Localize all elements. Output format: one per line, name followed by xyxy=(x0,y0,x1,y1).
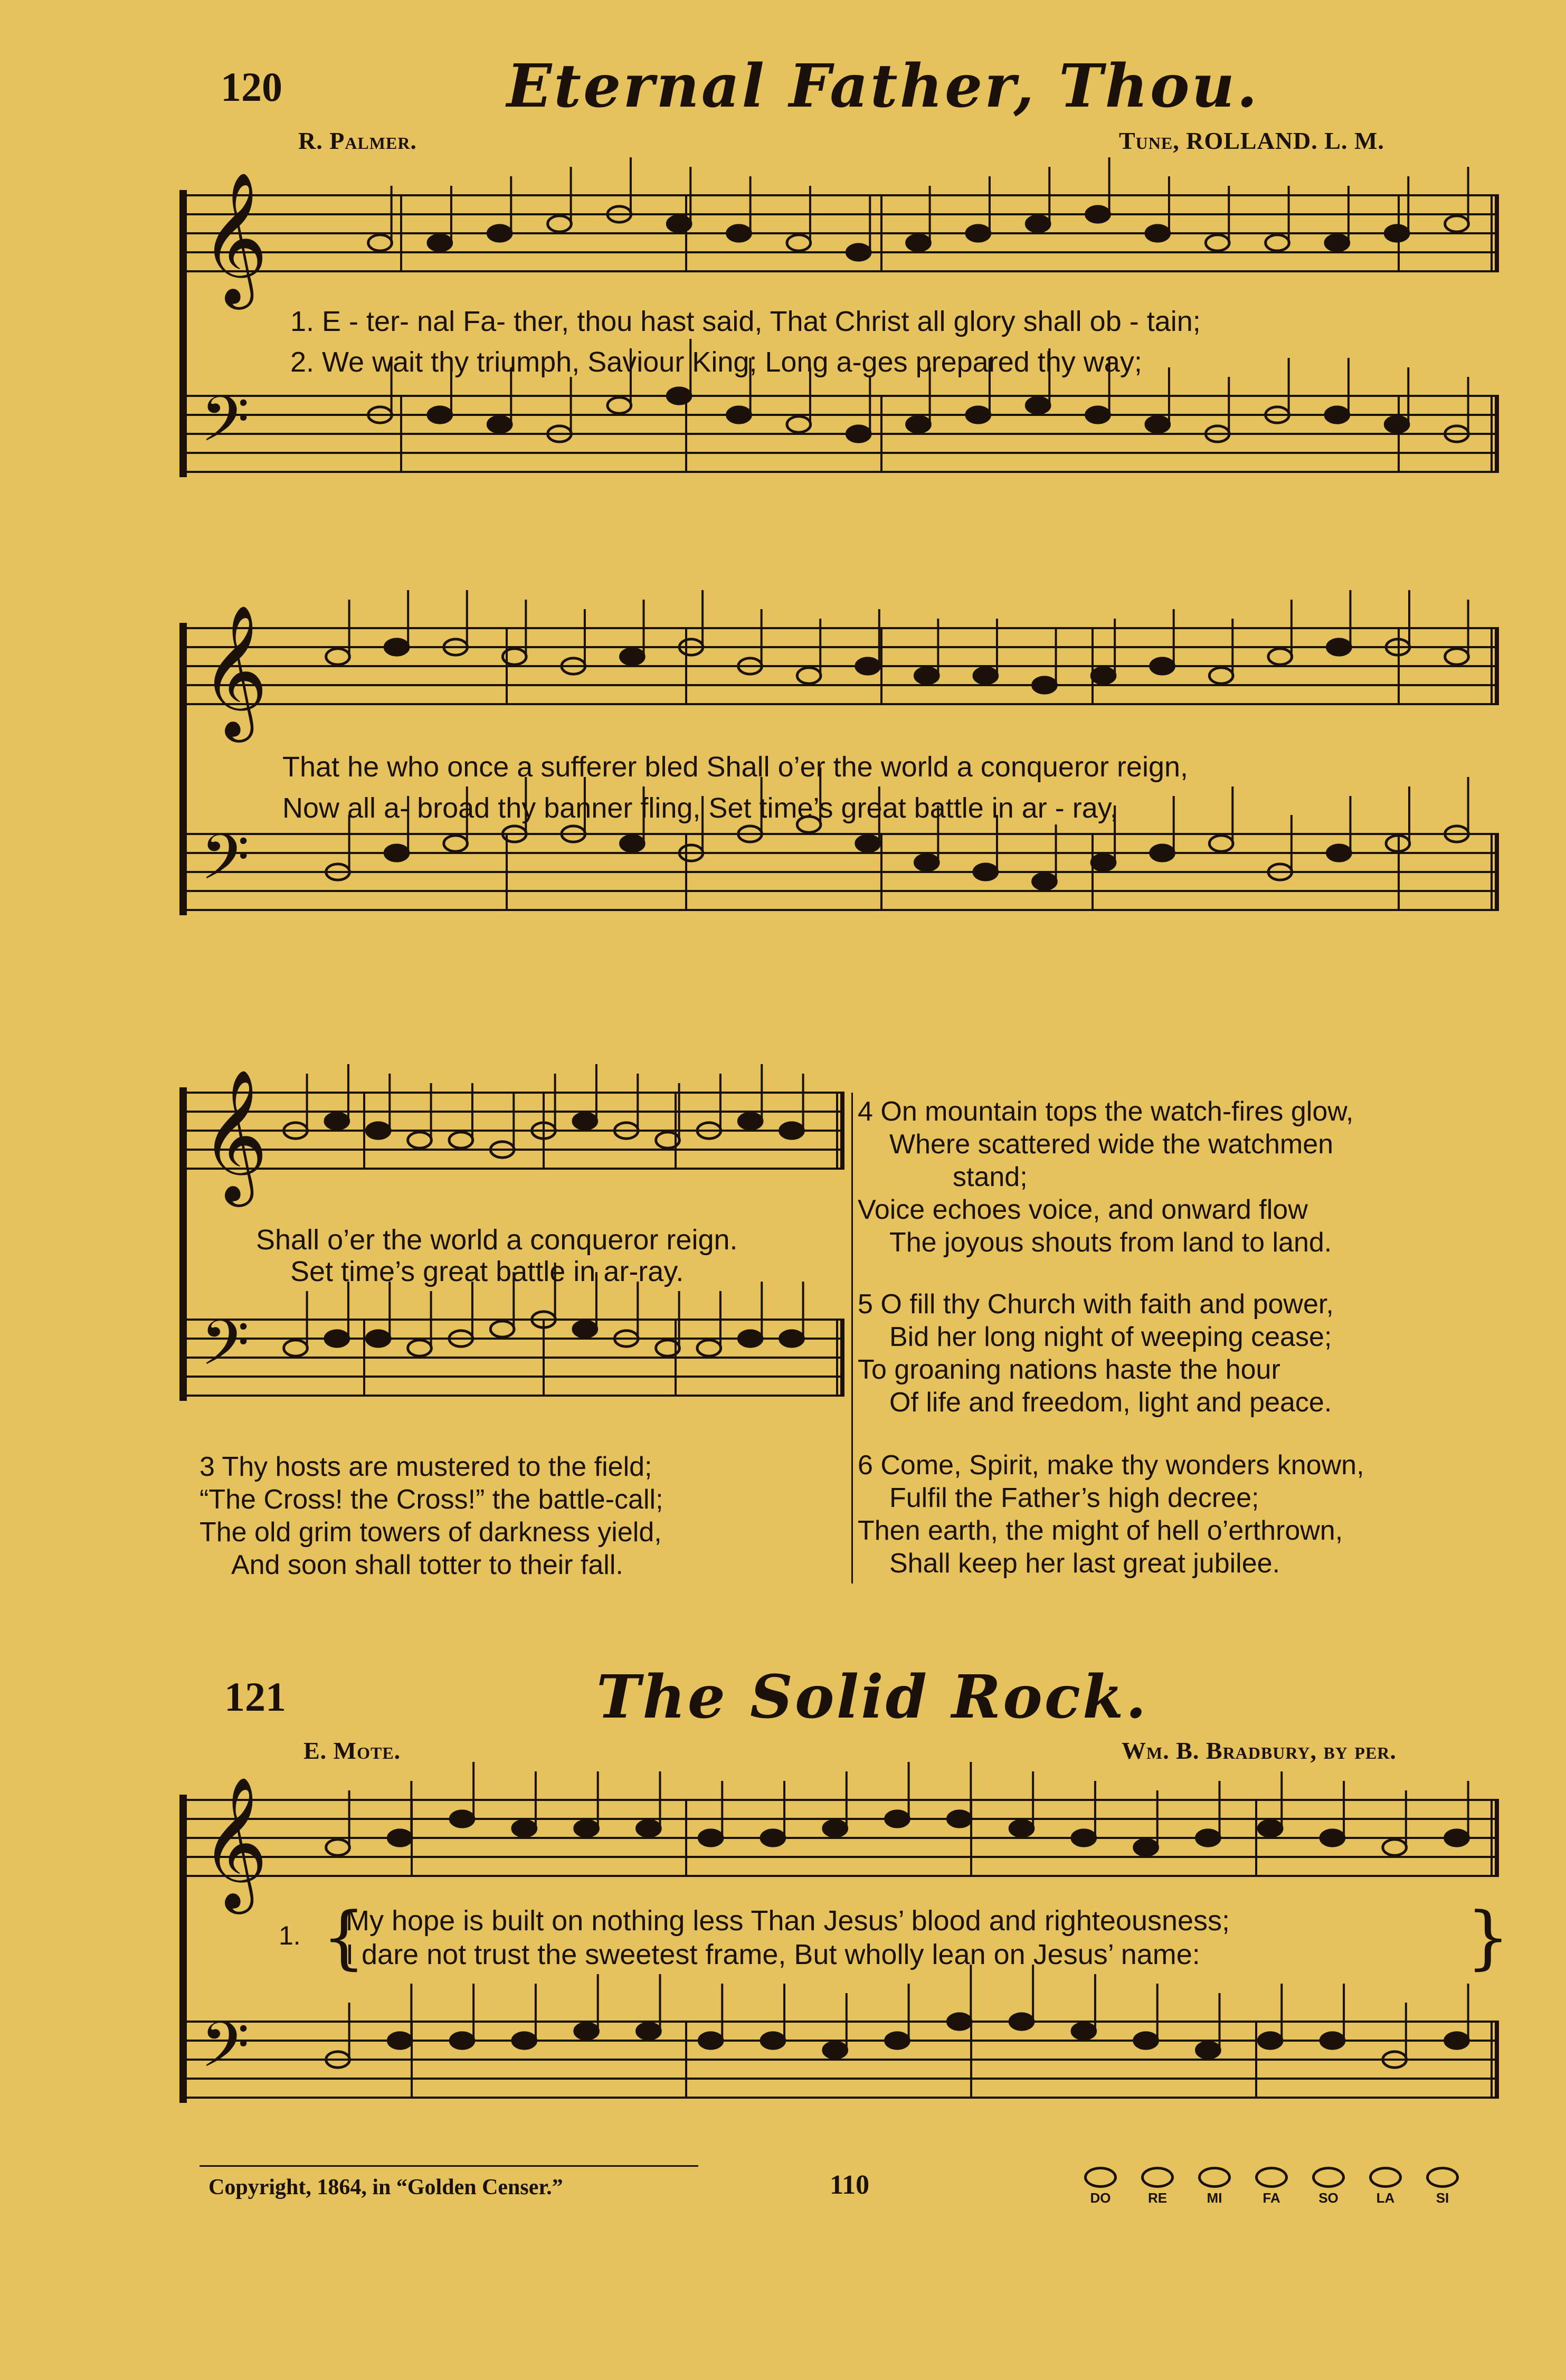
solfege-note xyxy=(1307,2167,1350,2206)
note-head xyxy=(761,1830,785,1846)
note-head xyxy=(1258,1820,1282,1836)
solfege-note xyxy=(1193,2167,1236,2206)
note-head xyxy=(780,1331,804,1347)
stanza-line: Where scattered wide the watchmen xyxy=(889,1129,1334,1160)
system-bracket xyxy=(179,1795,187,2103)
note-head xyxy=(787,416,811,432)
final-bar xyxy=(840,1320,844,1396)
note-head xyxy=(1010,2014,1033,2030)
treble-clef-icon: 𝄞 xyxy=(201,171,268,304)
note-head xyxy=(325,1331,349,1347)
note-head xyxy=(1146,416,1170,432)
note-head xyxy=(325,1113,349,1129)
note-head xyxy=(1321,2033,1344,2049)
final-bar xyxy=(1495,1800,1499,1876)
solfege-note xyxy=(1250,2167,1293,2206)
note-head xyxy=(366,1123,390,1139)
note-head xyxy=(856,658,880,674)
note-head xyxy=(450,1811,474,1827)
note-head xyxy=(1325,407,1349,423)
note-head xyxy=(1206,235,1229,251)
solfege-note xyxy=(1364,2167,1407,2206)
verse-number: 1. xyxy=(279,1921,301,1950)
note-head xyxy=(780,1123,804,1139)
system-bracket xyxy=(179,623,187,915)
note-head xyxy=(488,225,511,241)
lyric-line: Now all a- broad thy banner fling, Set time’s great battle in ar - ray, xyxy=(282,792,1118,824)
note-head xyxy=(1033,677,1057,693)
note-head xyxy=(1445,2033,1469,2049)
left-brace: { xyxy=(322,1897,366,1977)
note-head xyxy=(847,426,870,442)
note-head xyxy=(699,2033,723,2049)
note-head xyxy=(1325,235,1349,251)
note-head xyxy=(907,416,931,432)
note-head xyxy=(1026,216,1050,232)
note-head xyxy=(388,2033,412,2049)
note-head xyxy=(823,2042,847,2058)
footer-rule xyxy=(200,2165,698,2167)
note-head xyxy=(1327,639,1351,655)
note-head xyxy=(907,235,931,251)
stanza-line: 6 Come, Spirit, make thy wonders known, xyxy=(858,1450,1364,1481)
stanza-line: 3 Thy hosts are mustered to the field; xyxy=(200,1452,652,1482)
note-head xyxy=(1151,658,1174,674)
author-credit: E. Mote. xyxy=(303,1737,401,1764)
tune-credit: Tune, ROLLAND. L. M. xyxy=(1119,127,1384,154)
lyric-line: Set time’s great battle in ar-ray. xyxy=(290,1256,684,1287)
note-head xyxy=(1092,668,1115,684)
note-head xyxy=(847,244,870,260)
note-head xyxy=(1010,1820,1033,1836)
note-head xyxy=(1445,216,1469,232)
note-head xyxy=(1385,225,1409,241)
final-bar xyxy=(1495,195,1499,271)
note-head xyxy=(1258,2033,1282,2049)
shape-note-icon xyxy=(1141,2167,1174,2188)
note-head xyxy=(1445,649,1469,665)
stanza-4 xyxy=(858,1095,1353,1259)
note-head xyxy=(727,407,751,423)
solfege-label: SO xyxy=(1318,2190,1339,2206)
note-head xyxy=(761,2033,785,2049)
page-number: 110 xyxy=(830,2170,870,2200)
note-head xyxy=(637,1820,661,1836)
stanza-line: Of life and freedom, light and peace. xyxy=(889,1387,1332,1418)
note-head xyxy=(450,2033,474,2049)
note-head xyxy=(823,1820,847,1836)
stanza-line: The joyous shouts from land to land. xyxy=(889,1227,1332,1258)
stanza-line: Then earth, the might of hell o’erthrown, xyxy=(858,1515,1343,1546)
note-head xyxy=(667,216,691,232)
stanza-line: Fulfil the Father’s high decree; xyxy=(889,1483,1259,1513)
stanza-line: “The Cross! the Cross!” the battle-call; xyxy=(200,1484,663,1515)
final-bar xyxy=(840,1093,844,1169)
note-head xyxy=(966,407,990,423)
note-head xyxy=(408,1132,432,1148)
note-head xyxy=(738,1113,762,1129)
note-head xyxy=(428,407,452,423)
stanza-line: The old grim towers of darkness yield, xyxy=(200,1517,662,1548)
shape-note-icon xyxy=(1426,2167,1459,2188)
treble-clef-icon: 𝄞 xyxy=(201,604,268,736)
note-head xyxy=(366,1331,390,1347)
note-head xyxy=(575,2023,599,2039)
note-head xyxy=(966,225,990,241)
note-head xyxy=(1209,668,1233,684)
solfege-label: SI xyxy=(1436,2190,1449,2206)
note-head xyxy=(1266,235,1289,251)
note-head xyxy=(1383,1839,1407,1855)
shape-note-icon xyxy=(1369,2167,1402,2188)
note-head xyxy=(1197,2042,1220,2058)
composer-credit: Wm. B. Bradbury, by per. xyxy=(1122,1737,1397,1764)
note-head xyxy=(1321,1830,1344,1846)
shape-note-icon xyxy=(1312,2167,1345,2188)
note-head xyxy=(947,1811,971,1827)
lyric-line: 1. E - ter- nal Fa- ther, thou hast said, That Christ all glory shall ob - tain; xyxy=(290,306,1201,337)
bass-clef-icon: 𝄢 xyxy=(201,1306,250,1395)
note-head xyxy=(947,2014,971,2030)
note-head xyxy=(1197,1830,1220,1846)
hymn-number: 120 xyxy=(221,64,282,110)
solfege-label: RE xyxy=(1147,2190,1168,2206)
note-head xyxy=(915,668,938,684)
lyric-line: That he who once a sufferer bled Shall o’er the world a conqueror reign, xyxy=(282,751,1189,783)
note-head xyxy=(385,845,409,861)
note-head xyxy=(886,1811,909,1827)
note-head xyxy=(608,397,631,413)
solfege-note xyxy=(1079,2167,1122,2206)
stanza-line: 4 On mountain tops the watch-fires glow, xyxy=(858,1096,1354,1127)
shape-note-icon xyxy=(1084,2167,1117,2188)
note-head xyxy=(856,836,880,851)
solfege-label: MI xyxy=(1207,2190,1222,2206)
note-head xyxy=(512,1820,536,1836)
note-head xyxy=(621,836,644,851)
treble-clef-icon: 𝄞 xyxy=(201,1068,268,1201)
music-staff xyxy=(179,171,1499,496)
note-head xyxy=(974,864,998,880)
note-head xyxy=(488,416,511,432)
note-head xyxy=(1072,1830,1096,1846)
final-bar xyxy=(1495,628,1499,704)
note-head xyxy=(787,235,811,251)
note-head xyxy=(573,1113,597,1129)
note-head xyxy=(1151,845,1174,861)
stanza-line: 5 O fill thy Church with faith and power, xyxy=(858,1289,1334,1320)
solfege-label: DO xyxy=(1090,2190,1111,2206)
note-head xyxy=(1086,206,1110,222)
note-head xyxy=(1146,225,1170,241)
hymn-title: Eternal Father, Thou. xyxy=(507,52,1260,121)
note-head xyxy=(575,1820,599,1836)
note-head xyxy=(1072,2023,1096,2039)
note-head xyxy=(1209,836,1233,851)
note-head xyxy=(1092,855,1115,870)
note-head xyxy=(621,649,644,665)
copyright-notice: Copyright, 1864, in “Golden Censer.” xyxy=(208,2175,563,2199)
note-head xyxy=(1268,649,1292,665)
note-head xyxy=(444,836,468,851)
stanza-3 xyxy=(200,1450,663,1581)
solfege-note xyxy=(1421,2167,1464,2206)
stanza-line: Shall keep her last great jubilee. xyxy=(889,1548,1280,1579)
note-head xyxy=(388,1830,412,1846)
right-brace: } xyxy=(1466,1897,1510,1977)
bass-clef-icon: 𝄢 xyxy=(201,382,250,471)
note-head xyxy=(428,235,452,251)
system-bracket xyxy=(179,1087,187,1401)
solfege-key xyxy=(1079,2167,1480,2214)
note-head xyxy=(974,668,998,684)
note-head xyxy=(449,1132,473,1148)
note-head xyxy=(408,1340,432,1356)
stanza-line: And soon shall totter to their fall. xyxy=(231,1550,623,1580)
lyric-line: My hope is built on nothing less Than Jesus’ blood and righteousness; xyxy=(346,1905,1230,1937)
shape-note-icon xyxy=(1198,2167,1231,2188)
stanza-line: To groaning nations haste the hour xyxy=(858,1354,1280,1385)
note-head xyxy=(490,1321,514,1337)
stanza-line: Voice echoes voice, and onward flow xyxy=(858,1194,1308,1225)
solfege-label: FA xyxy=(1263,2190,1280,2206)
bass-clef-icon: 𝄢 xyxy=(201,820,250,909)
lyric-line: 2. We wait thy triumph, Saviour King; Long a-ges prepared thy way; xyxy=(290,346,1142,378)
stanza-5 xyxy=(858,1288,1334,1419)
note-head xyxy=(284,1340,308,1356)
note-head xyxy=(548,216,572,232)
note-head xyxy=(797,668,821,684)
solfege-label: LA xyxy=(1376,2190,1395,2206)
note-head xyxy=(385,639,409,655)
stanza-line: Bid her long night of weeping cease; xyxy=(889,1322,1332,1352)
note-head xyxy=(637,2023,661,2039)
note-head xyxy=(326,649,350,665)
note-head xyxy=(667,388,691,404)
shape-note-icon xyxy=(1255,2167,1288,2188)
note-head xyxy=(368,235,392,251)
note-head xyxy=(326,1839,350,1855)
note-head xyxy=(1026,397,1050,413)
final-bar xyxy=(1495,2022,1499,2098)
note-head xyxy=(1086,407,1110,423)
system-bracket xyxy=(179,190,187,477)
note-head xyxy=(1327,845,1351,861)
note-head xyxy=(1134,2033,1158,2049)
note-head xyxy=(1033,874,1057,889)
note-head xyxy=(886,2033,909,2049)
lyric-line: I dare not trust the sweetest frame, But wholly lean on Jesus’ name: xyxy=(346,1939,1200,1970)
note-head xyxy=(738,1331,762,1347)
hymn-title: The Solid Rock. xyxy=(596,1663,1149,1732)
note-head xyxy=(699,1830,723,1846)
note-head xyxy=(1134,1839,1158,1855)
final-bar xyxy=(1495,396,1499,472)
author-credit: R. Palmer. xyxy=(298,127,417,154)
final-bar xyxy=(1495,834,1499,910)
bass-clef-icon: 𝄢 xyxy=(201,2008,250,2097)
treble-clef-icon: 𝄞 xyxy=(201,1776,268,1908)
hymn-number: 121 xyxy=(224,1674,286,1720)
stanza-line: stand; xyxy=(953,1162,1028,1192)
note-head xyxy=(573,1321,597,1337)
column-divider xyxy=(851,1093,853,1583)
note-head xyxy=(1385,416,1409,432)
note-head xyxy=(697,1340,721,1356)
note-head xyxy=(1445,1830,1469,1846)
note-head xyxy=(727,225,751,241)
note-head xyxy=(512,2033,536,2049)
lyric-line: Shall o’er the world a conqueror reign. xyxy=(256,1224,738,1256)
stanza-6 xyxy=(858,1449,1364,1580)
solfege-note xyxy=(1136,2167,1179,2206)
note-head xyxy=(915,855,938,870)
